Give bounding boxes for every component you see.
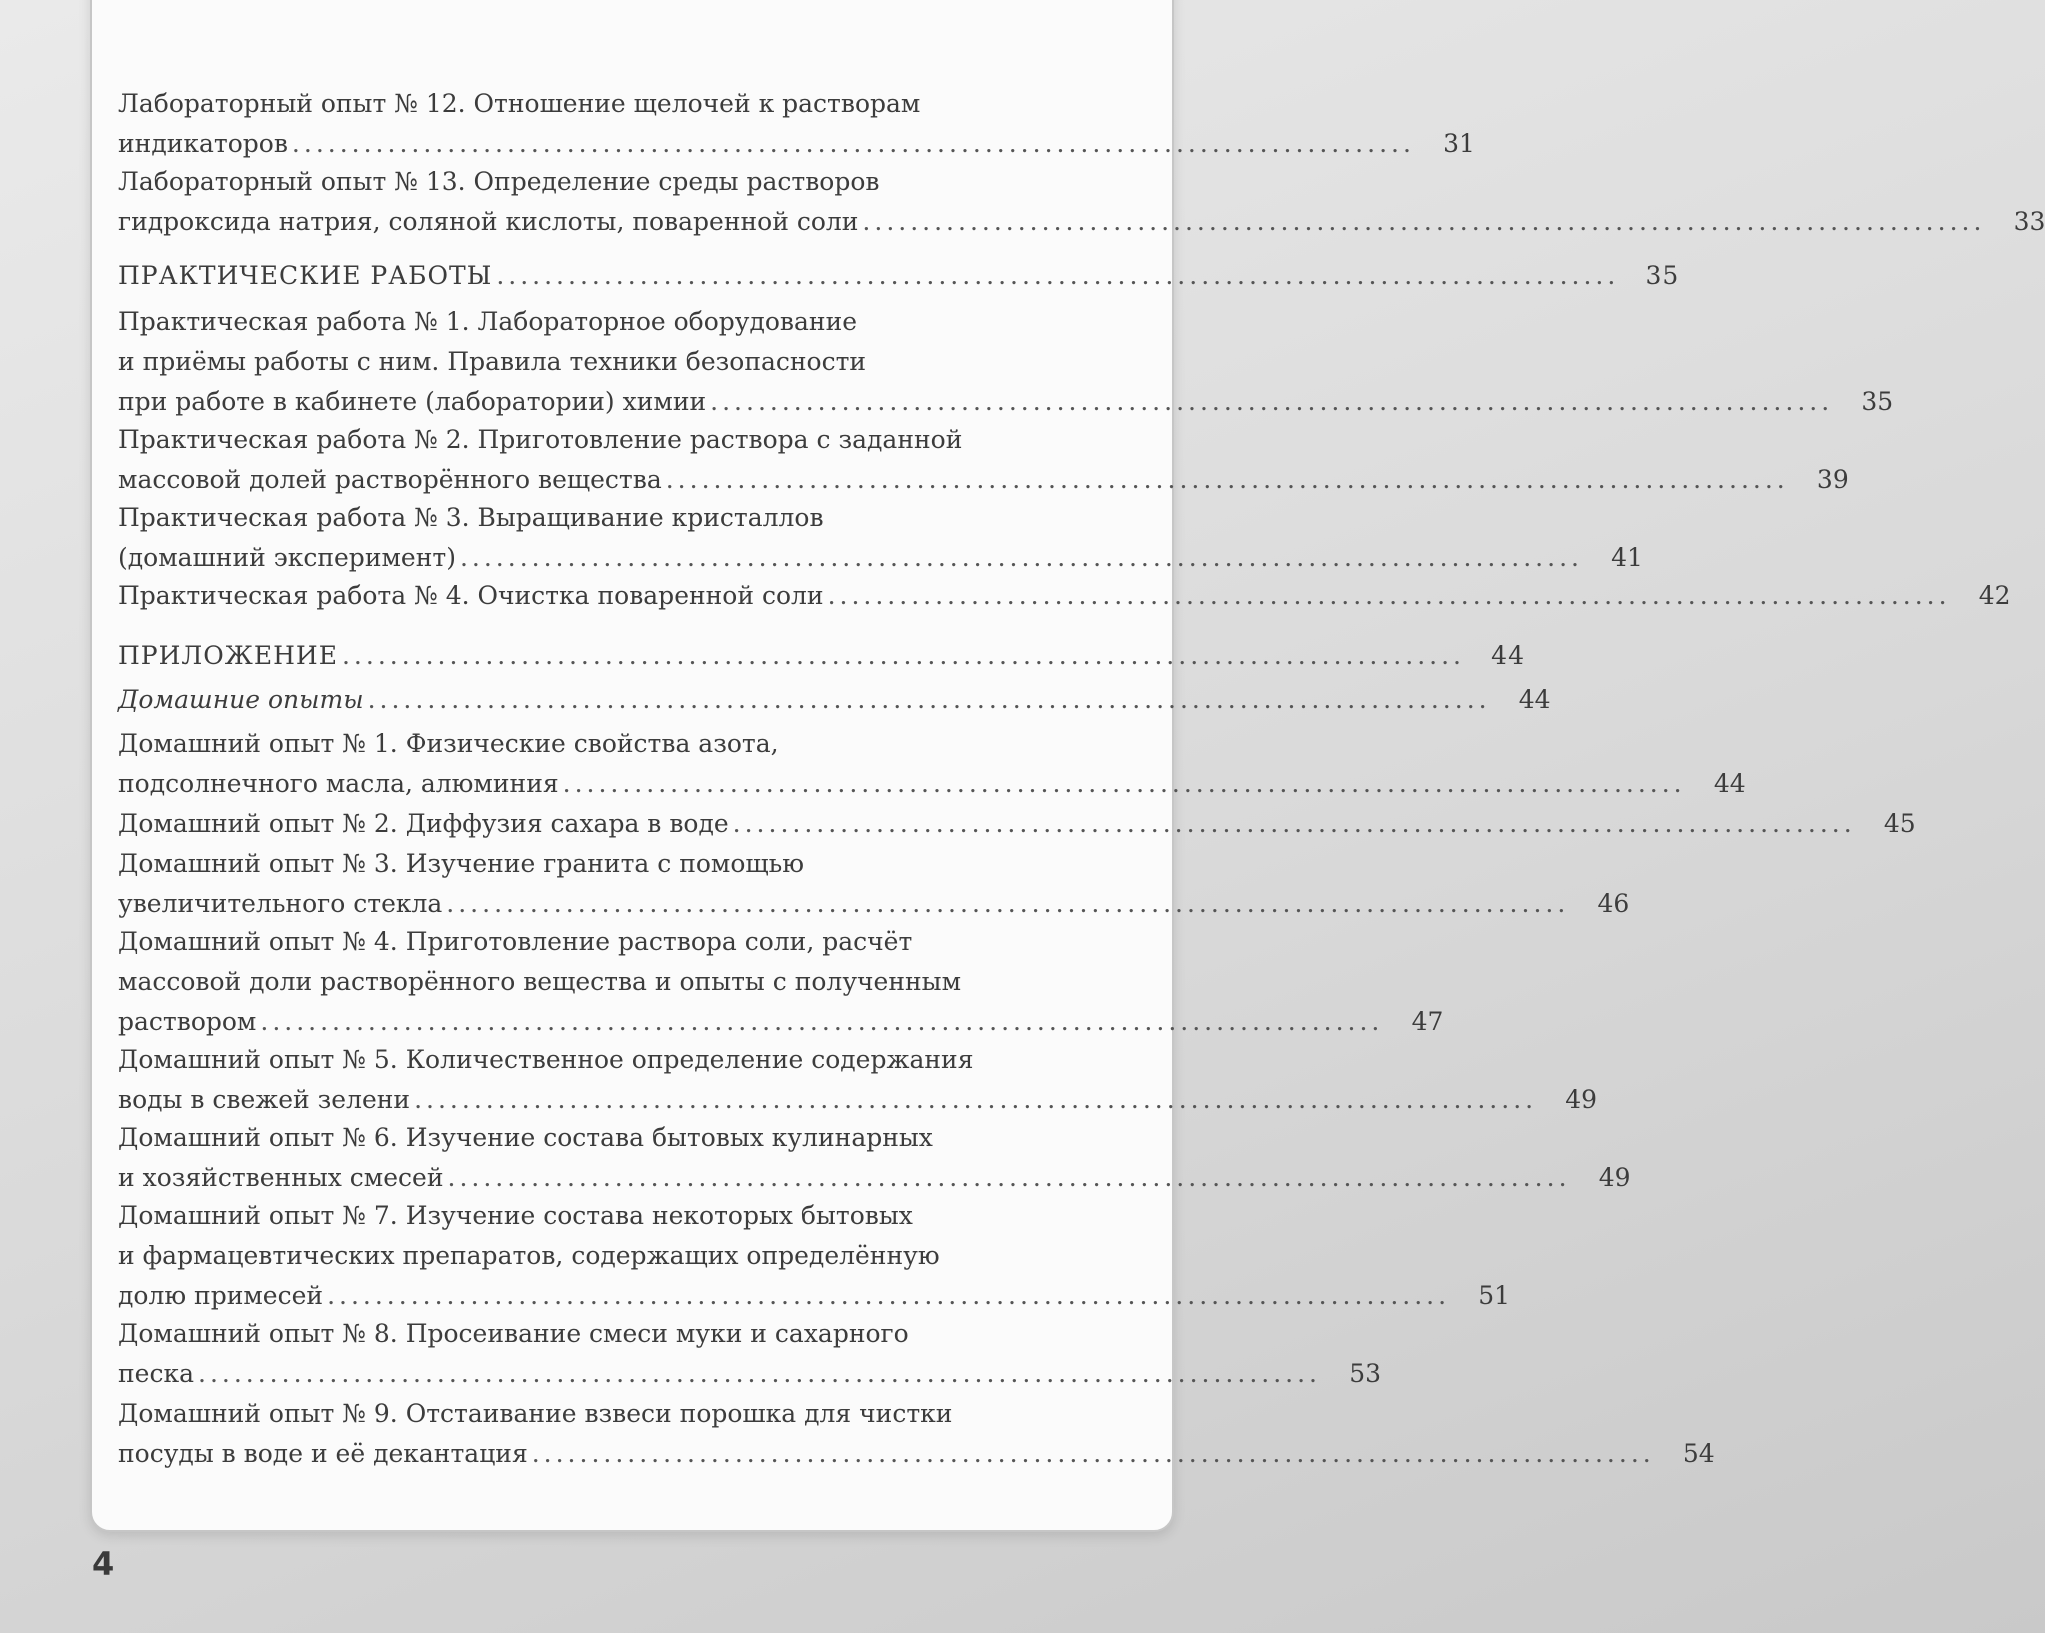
toc-entry-text: и фармацевтических препаратов, содержащих определённую bbox=[118, 1241, 940, 1270]
toc-entry-practical-2 bbox=[118, 420, 1849, 500]
toc-entry-text: и хозяйственных смесей bbox=[118, 1163, 444, 1192]
toc-entry-text: Домашний опыт № 8. Просеивание смеси муки и сахарного bbox=[118, 1319, 909, 1348]
dot-leader: .............................................................................................. bbox=[198, 1359, 1321, 1388]
dot-leader: .............................................................................................. bbox=[827, 581, 1951, 610]
toc-page-number: 54 bbox=[1682, 1439, 1715, 1468]
toc-entry-text: Домашний опыт № 7. Изучение состава некоторых бытовых bbox=[118, 1201, 913, 1230]
toc-entry-text: Практическая работа № 2. Приготовление раствора с заданной bbox=[118, 425, 963, 454]
toc-entry-text: Домашний опыт № 9. Отстаивание взвеси порошка для чистки bbox=[118, 1399, 953, 1428]
dot-leader: .............................................................................................. bbox=[327, 1281, 1451, 1310]
dot-leader: .............................................................................................. bbox=[562, 769, 1686, 798]
toc-page-number: 46 bbox=[1597, 889, 1630, 918]
toc-page-number: 42 bbox=[1978, 581, 2011, 610]
toc-entry-text: долю примесей bbox=[118, 1281, 324, 1310]
toc-subsection-title: Домашние опыты bbox=[118, 685, 364, 714]
page-number: 4 bbox=[92, 1545, 115, 1583]
dot-leader: .............................................................................................. bbox=[732, 809, 1856, 838]
toc-subsection-home-experiments bbox=[118, 680, 1551, 720]
toc-entry-home-9 bbox=[118, 1394, 1715, 1474]
toc-entry-practical-4 bbox=[118, 576, 2011, 616]
toc-page-number: 49 bbox=[1565, 1085, 1598, 1114]
toc-entry-home-7 bbox=[118, 1196, 1511, 1316]
dot-leader: .............................................................................................. bbox=[665, 465, 1789, 494]
toc-entry-practical-3 bbox=[118, 498, 1643, 578]
toc-page-number: 33 bbox=[2013, 207, 2045, 236]
toc-entry-text: Практическая работа № 1. Лабораторное оборудование bbox=[118, 307, 858, 336]
toc-entry-text: воды в свежей зелени bbox=[118, 1085, 411, 1114]
toc-entry-home-2 bbox=[118, 804, 1916, 844]
toc-entry-text: при работе в кабинете (лаборатории) химии bbox=[118, 387, 707, 416]
toc-entry-text: гидроксида натрия, соляной кислоты, поваренной соли bbox=[118, 207, 859, 236]
toc-entry-text: массовой доли растворённого вещества и опыты с полученным bbox=[118, 967, 962, 996]
dot-leader: .............................................................................................. bbox=[710, 387, 1834, 416]
toc-entry-text: Домашний опыт № 3. Изучение гранита с помощью bbox=[118, 849, 805, 878]
toc-entry-home-3 bbox=[118, 844, 1630, 924]
toc-entry-home-8 bbox=[118, 1314, 1381, 1394]
toc-entry-home-5 bbox=[118, 1040, 1598, 1120]
toc-page-number: 35 bbox=[1645, 261, 1680, 290]
toc-page-number: 47 bbox=[1411, 1007, 1444, 1036]
toc-entry-text: Лабораторный опыт № 12. Отношение щелочей к растворам bbox=[118, 89, 921, 118]
toc-entry-text: Домашний опыт № 5. Количественное определение содержания bbox=[118, 1045, 974, 1074]
dot-leader: .............................................................................................. bbox=[414, 1085, 1538, 1114]
dot-leader: .............................................................................................. bbox=[260, 1007, 1384, 1036]
toc-entry-text: и приёмы работы с ним. Правила техники безопасности bbox=[118, 347, 867, 376]
dot-leader: .............................................................................................. bbox=[531, 1439, 1655, 1468]
toc-entry-lab-12 bbox=[118, 84, 1475, 164]
dot-leader: .............................................................................................. bbox=[447, 1163, 1571, 1192]
toc-page-number: 44 bbox=[1491, 641, 1525, 670]
dot-leader: .............................................................................................. bbox=[367, 685, 1491, 714]
toc-entry-home-1 bbox=[118, 724, 1746, 804]
toc-entry-home-4 bbox=[118, 922, 1444, 1042]
dot-leader: .............................................................................................. bbox=[291, 129, 1415, 158]
toc-entry-text: массовой долей растворённого вещества bbox=[118, 465, 662, 494]
toc-entry-text: Домашний опыт № 1. Физические свойства азота, bbox=[118, 729, 779, 758]
toc-page-number: 53 bbox=[1349, 1359, 1381, 1388]
toc-entry-text: (домашний эксперимент) bbox=[118, 543, 456, 572]
toc-page-number: 51 bbox=[1478, 1281, 1511, 1310]
toc-entry-text: индикаторов bbox=[118, 129, 288, 158]
dot-leader: .............................................................................................. bbox=[341, 641, 1465, 670]
toc-entry-text: Практическая работа № 4. Очистка поваренной соли bbox=[118, 581, 824, 610]
toc-page-number: 41 bbox=[1611, 543, 1643, 572]
toc-entry-lab-13 bbox=[118, 162, 2045, 242]
toc-entry-text: песка bbox=[118, 1359, 194, 1388]
toc-entry-text: раствором bbox=[118, 1007, 257, 1036]
toc-page-number: 35 bbox=[1861, 387, 1894, 416]
dot-leader: .............................................................................................. bbox=[459, 543, 1583, 572]
toc-entry-text: посуды в воде и её декантация bbox=[118, 1439, 528, 1468]
toc-entry-text: Практическая работа № 3. Выращивание кристаллов bbox=[118, 503, 824, 532]
toc-entry-text: Лабораторный опыт № 13. Определение среды растворов bbox=[118, 167, 880, 196]
dot-leader: .............................................................................................. bbox=[496, 261, 1620, 290]
dot-leader: .............................................................................................. bbox=[446, 889, 1570, 918]
toc-entry-home-6 bbox=[118, 1118, 1631, 1198]
toc-entry-text: Домашний опыт № 4. Приготовление раствора соли, расчёт bbox=[118, 927, 913, 956]
toc-entry-text: Домашний опыт № 6. Изучение состава бытовых кулинарных bbox=[118, 1123, 933, 1152]
toc-section-appendix bbox=[118, 636, 1525, 676]
toc-section-practical-works bbox=[118, 256, 1680, 296]
toc-entry-text: Домашний опыт № 2. Диффузия сахара в воде bbox=[118, 809, 729, 838]
toc-page-number: 49 bbox=[1598, 1163, 1631, 1192]
toc-section-title: ПРАКТИЧЕСКИЕ РАБОТЫ bbox=[118, 261, 493, 290]
toc-page-number: 44 bbox=[1713, 769, 1746, 798]
dot-leader: .............................................................................................. bbox=[862, 207, 1986, 236]
toc-page-number: 45 bbox=[1883, 809, 1916, 838]
toc-page-number: 44 bbox=[1518, 685, 1551, 714]
toc-entry-text: подсолнечного масла, алюминия bbox=[118, 769, 559, 798]
toc-entry-practical-1 bbox=[118, 302, 1894, 422]
toc-page-number: 31 bbox=[1443, 129, 1475, 158]
toc-page-number: 39 bbox=[1816, 465, 1849, 494]
toc-entry-text: увеличительного стекла bbox=[118, 889, 443, 918]
toc-section-title: ПРИЛОЖЕНИЕ bbox=[118, 641, 338, 670]
